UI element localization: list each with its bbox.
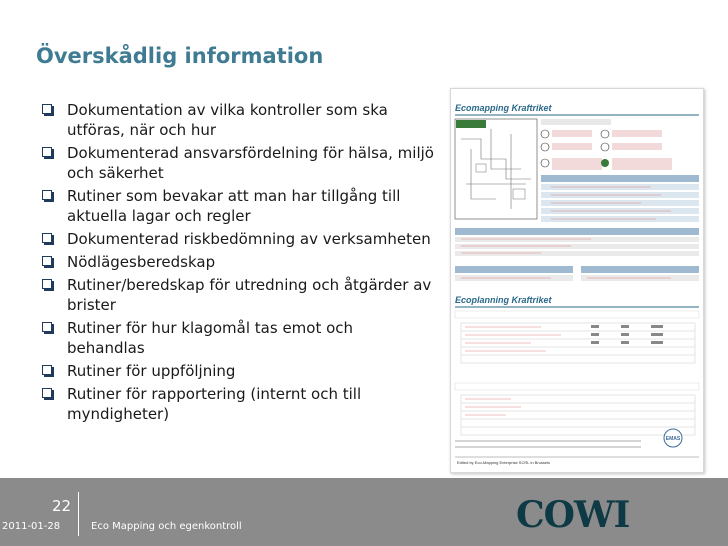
bullet-item	[42, 229, 434, 249]
thumbnail-heading-1: Ecomapping Kraftriket	[455, 103, 552, 113]
slide-number: 22	[52, 497, 72, 515]
checkbox-bullet-icon	[42, 322, 52, 332]
bullet-text: Rutiner som bevakar att man har tillgång till aktuella lagar och regler	[67, 187, 401, 225]
bullet-item	[42, 384, 434, 424]
ecomapping-form-image	[451, 89, 703, 472]
bullet-text: Rutiner/beredskap för utredning och åtgärder av brister	[67, 276, 432, 314]
bullet-item	[42, 318, 434, 358]
footer-divider	[78, 492, 79, 536]
emas-logo-text: EMAS	[665, 436, 681, 442]
bullet-text: Rutiner för uppföljning	[67, 362, 236, 380]
footer-title: Eco Mapping och egenkontroll	[91, 521, 242, 532]
bullet-text: Rutiner för hur klagomål tas emot och behandlas	[67, 319, 354, 357]
thumbnail-credit: Edited by Eco-Mapping Enterprise SCRL in Brussels	[457, 460, 551, 465]
bullet-text: Dokumenterad ansvarsfördelning för hälsa, miljö och säkerhet	[67, 144, 434, 182]
checkbox-bullet-icon	[42, 256, 52, 266]
bullet-text: Rutiner för rapportering (internt och till myndigheter)	[67, 385, 362, 423]
bullet-item	[42, 143, 434, 183]
thumbnail-heading-2: Ecoplanning Kraftriket	[455, 295, 552, 305]
footer-date: 2011-01-28	[2, 521, 61, 532]
bullet-text: Dokumenterad riskbedömning av verksamheten	[67, 230, 431, 248]
bullet-text: Dokumentation av vilka kontroller som ska utföras, när och hur	[67, 101, 388, 139]
bullet-list	[42, 100, 434, 427]
bullet-text: Nödlägesberedskap	[67, 253, 216, 271]
cowi-logo: COWI	[516, 494, 630, 536]
bullet-item	[42, 275, 434, 315]
bullet-item	[42, 361, 434, 381]
slide-title: Överskådlig information	[36, 44, 324, 68]
ecomapping-document-thumbnail	[450, 88, 704, 473]
bullet-item	[42, 252, 434, 272]
checkbox-bullet-icon	[42, 279, 52, 289]
checkbox-bullet-icon	[42, 190, 52, 200]
checkbox-bullet-icon	[42, 104, 52, 114]
bullet-item	[42, 100, 434, 140]
bullet-item	[42, 186, 434, 226]
checkbox-bullet-icon	[42, 147, 52, 157]
checkbox-bullet-icon	[42, 388, 52, 398]
checkbox-bullet-icon	[42, 365, 52, 375]
checkbox-bullet-icon	[42, 233, 52, 243]
